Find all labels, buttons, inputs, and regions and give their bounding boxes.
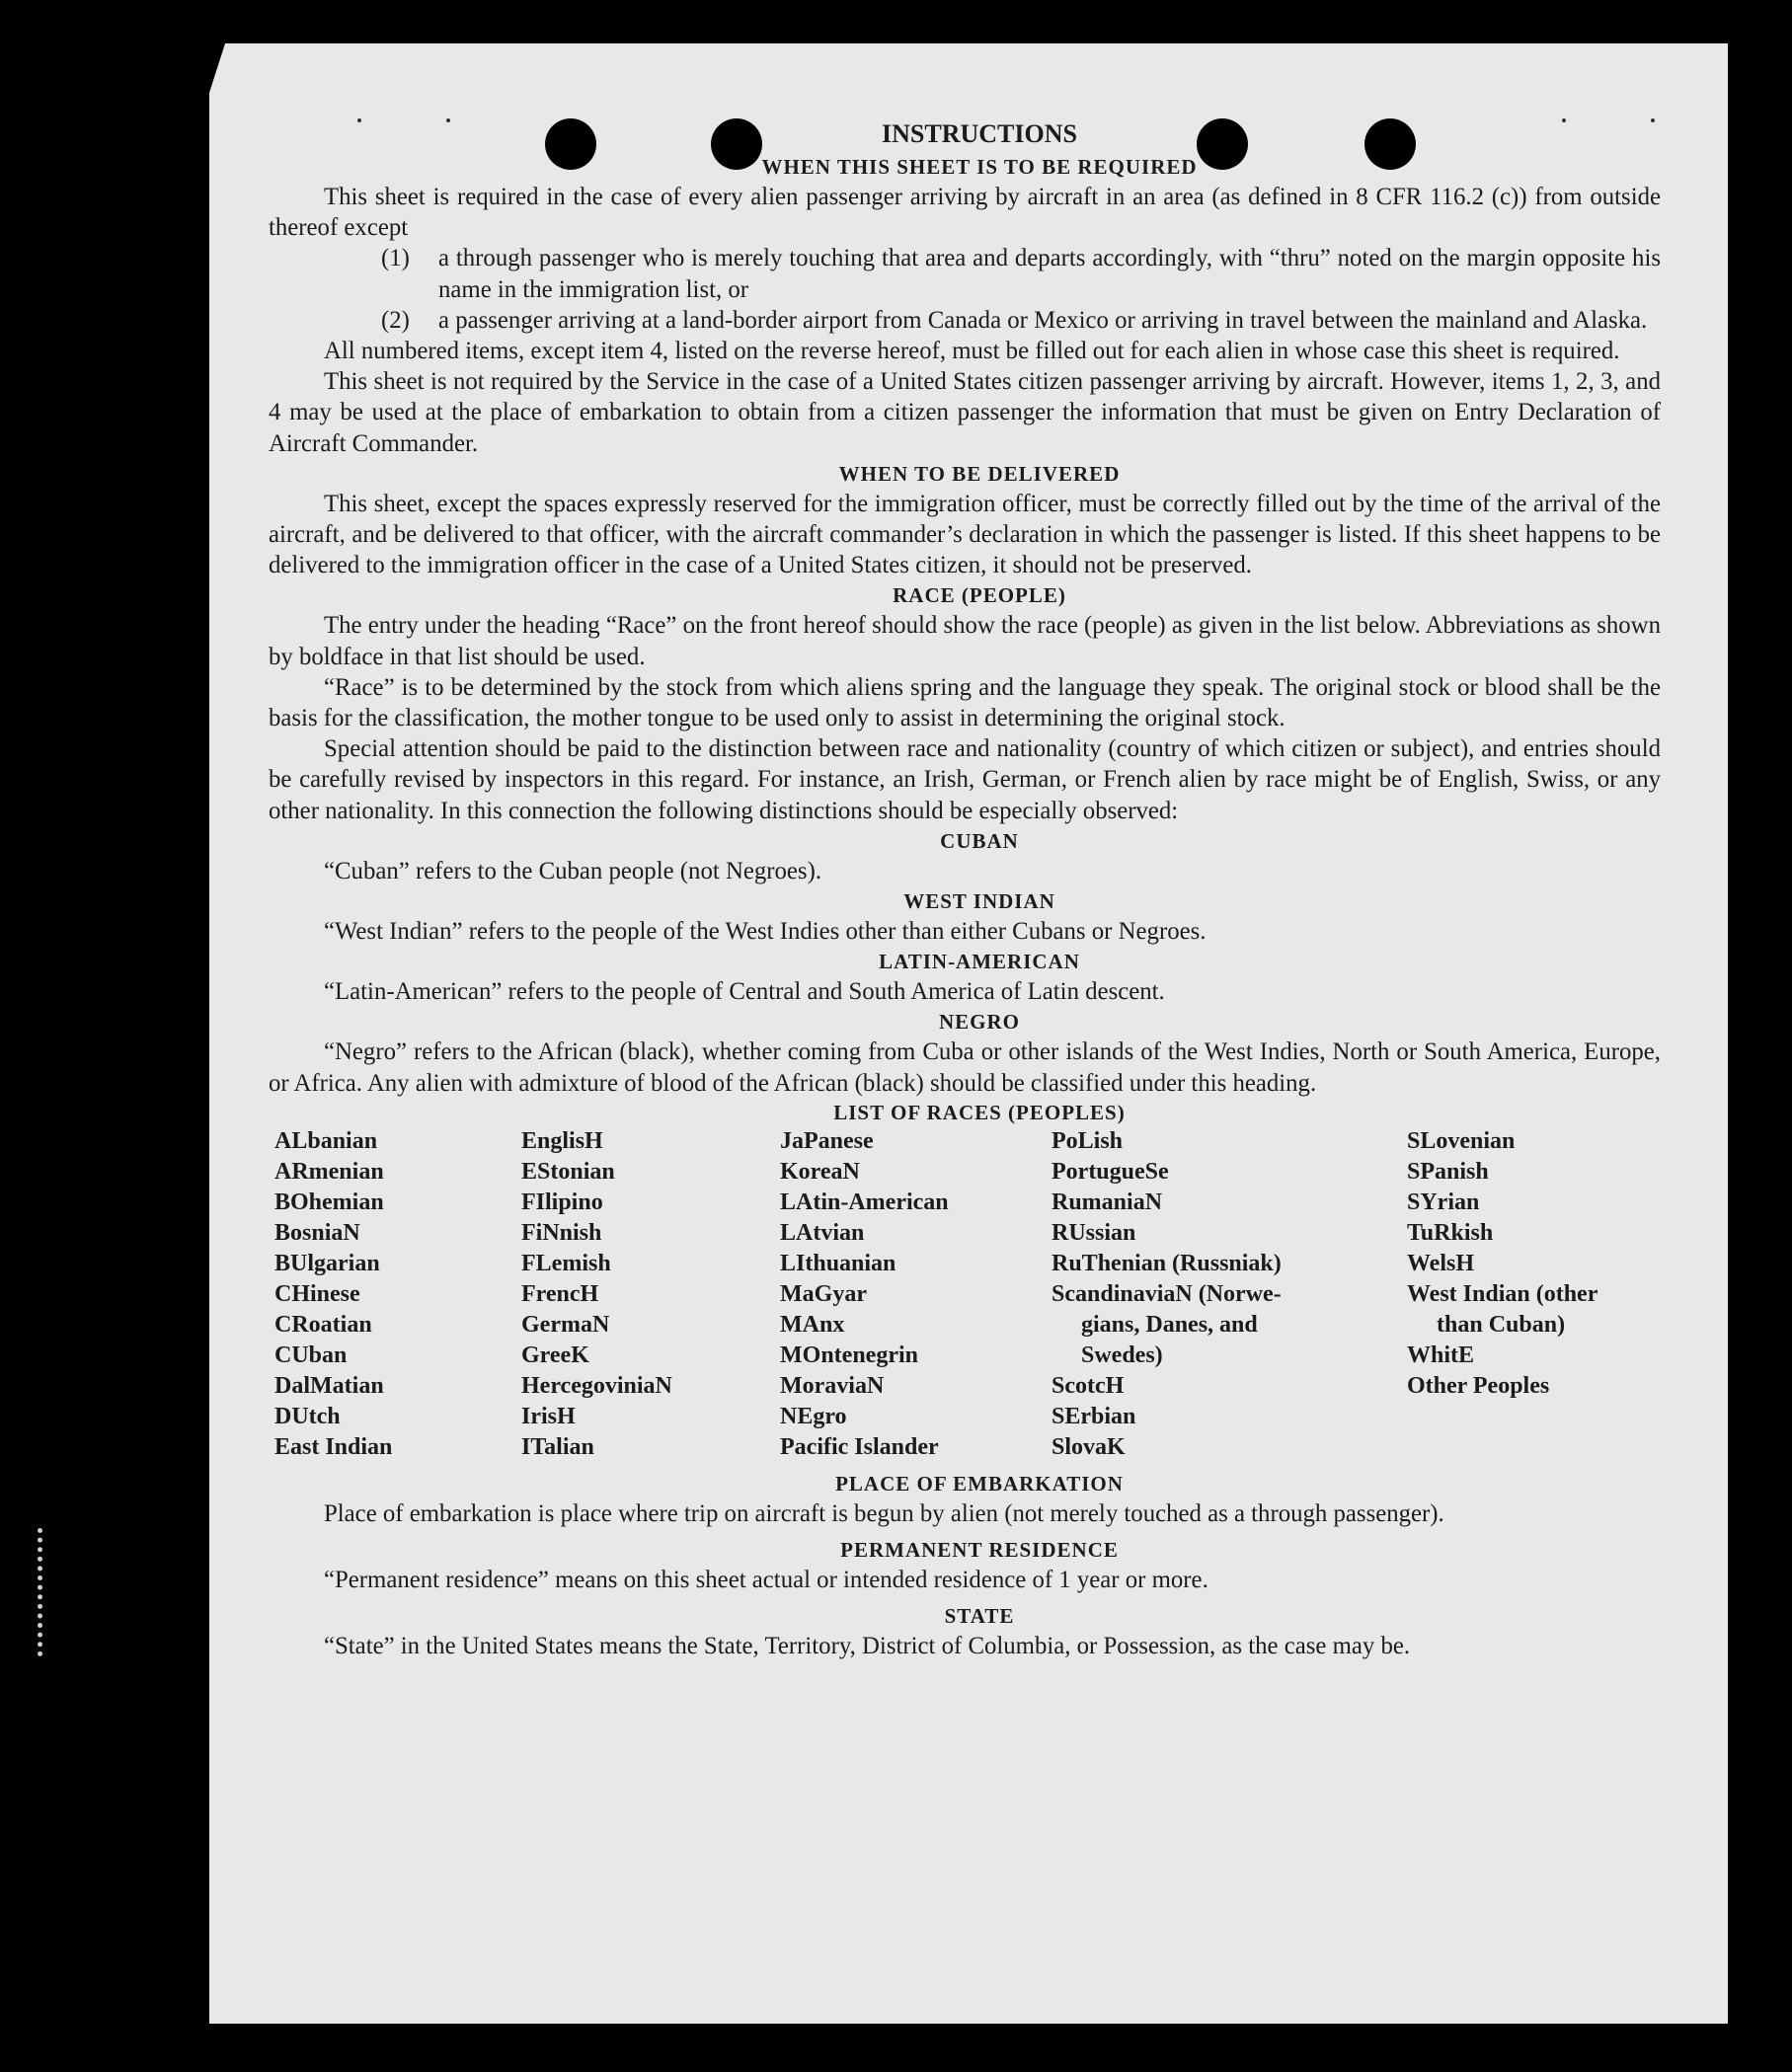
race-item: FLemish [521, 1250, 611, 1276]
race-item: SPanish [1407, 1158, 1489, 1185]
race-item: MoraviaN [780, 1372, 885, 1399]
race-item: JaPanese [780, 1127, 874, 1154]
race-item: SYrian [1407, 1189, 1480, 1215]
race-item: FiNnish [521, 1219, 602, 1246]
instructions-content [269, 116, 1661, 1661]
paragraph: “Negro” refers to the African (black), whether coming from Cuba or other islands of the West Indies, North or South America, Europe, or Africa. Any alien with admixture of blood of the African (black) should be classified under this heading. [269, 1038, 1661, 1097]
paragraph: This sheet is not required by the Service in the case of a United States citizen passenger arriving by aircraft. However, items 1, 2, 3, and 4 may be used at the place of embarkation to obtain from a citizen passenger the information that must be given on Entry Declaration of Aircraft Commander. [269, 368, 1661, 457]
race-item: SLovenian [1407, 1127, 1516, 1154]
race-item: DalMatian [274, 1372, 384, 1399]
paragraph: “Permanent residence” means on this sheet actual or intended residence of 1 year or more. [324, 1567, 1208, 1594]
race-column [274, 1126, 521, 1463]
race-item: gians, Danes, and [1081, 1311, 1258, 1338]
section-heading: WHEN TO BE DELIVERED [838, 461, 1121, 486]
section-heading: WHEN THIS SHEET IS TO BE REQUIRED [761, 155, 1198, 179]
race-column [521, 1126, 780, 1463]
race-item: LAtin-American [780, 1189, 949, 1215]
race-item: FrencH [521, 1280, 599, 1307]
race-item: RuThenian (Russniak) [1052, 1250, 1282, 1276]
paragraph: This sheet is required in the case of every alien passenger arriving by aircraft in an area (as defined in 8 CFR 116.2 (c)) from outside thereof except [269, 184, 1661, 242]
paragraph: Special attention should be paid to the distinction between race and nationality (country of which citizen or subject), and entries should be carefully revised by inspectors in this regard. For instance, an Irish, German, or French alien by race might be of English, Swiss, or any other nationality. In this connection the following distinctions should be especially observed: [269, 735, 1661, 824]
race-item: WhitE [1407, 1342, 1475, 1368]
section-heading: PERMANENT RESIDENCE [840, 1538, 1119, 1563]
race-item: PoLish [1052, 1127, 1124, 1154]
race-item: West Indian (other [1407, 1280, 1598, 1307]
race-item: PortugueSe [1052, 1158, 1169, 1185]
race-item: EStonian [521, 1158, 615, 1185]
race-item: KoreaN [780, 1158, 860, 1185]
race-list [274, 1126, 1661, 1463]
paragraph: This sheet, except the spaces expressly reserved for the immigration officer, must be correctly filled out by the time of the arrival of the aircraft, and be delivered to that officer, with the aircraft commander’s declaration in which the passenger is listed. If this sheet happens to be delivered to the immigration officer in the case of a United States citizen, it should not be preserved. [269, 490, 1661, 579]
race-item: EnglisH [521, 1127, 603, 1154]
paragraph: “State” in the United States means the State, Territory, District of Columbia, or Possession, as the case may be. [324, 1633, 1411, 1660]
race-item: BOhemian [274, 1189, 384, 1215]
race-item: ScandinaviaN (Norwe- [1052, 1280, 1282, 1307]
race-item: CHinese [274, 1280, 360, 1307]
race-item: East Indian [274, 1433, 393, 1460]
paragraph: “Latin-American” refers to the people of Central and South America of Latin descent. [324, 978, 1165, 1006]
race-item: ALbanian [274, 1127, 378, 1154]
section-heading: NEGRO [938, 1010, 1020, 1035]
race-item: NEgro [780, 1403, 847, 1429]
race-item: than Cuban) [1437, 1311, 1566, 1338]
race-item: MOntenegrin [780, 1342, 918, 1368]
paragraph: Place of embarkation is place where trip on aircraft is begun by alien (not merely touched as a through passenger). [324, 1499, 1444, 1527]
race-item: HercegoviniaN [521, 1372, 672, 1399]
section-heading: WEST INDIAN [903, 889, 1055, 914]
race-item: WelsH [1407, 1250, 1475, 1276]
race-column [1052, 1126, 1407, 1463]
paragraph: “West Indian” refers to the people of the West Indies other than either Cubans or Negroes. [324, 918, 1207, 946]
race-item: BUlgarian [274, 1250, 380, 1276]
race-item: SlovaK [1052, 1433, 1126, 1460]
race-item: MAnx [780, 1311, 845, 1338]
section-heading: CUBAN [940, 828, 1019, 853]
race-item: ITalian [521, 1433, 594, 1460]
section-heading: PLACE OF EMBARKATION [835, 1471, 1124, 1496]
race-item: LIthuanian [780, 1250, 896, 1276]
item-text: a passenger arriving at a land-border airport from Canada or Mexico or arriving in travel between the mainland and Alaska. [438, 306, 1648, 334]
race-item: GermaN [521, 1311, 610, 1338]
race-item: LAtvian [780, 1219, 865, 1246]
paragraph: “Cuban” refers to the Cuban people (not Negroes). [324, 857, 822, 884]
item-text: a through passenger who is merely touching that area and departs accordingly, with “thru” noted on the margin opposite his name in the immigration list, or [438, 245, 1661, 303]
race-item: Other Peoples [1407, 1372, 1550, 1399]
race-item: CUban [274, 1342, 348, 1368]
section-heading: LIST OF RACES (PEOPLES) [833, 1100, 1126, 1124]
race-item: ScotcH [1052, 1372, 1125, 1399]
edge-marks [38, 1528, 50, 1656]
race-column [1407, 1126, 1661, 1463]
paragraph: The entry under the heading “Race” on the front hereof should show the race (people) as given in the list below. Abbreviations as shown by boldface in that list should be used. [269, 612, 1661, 670]
list-item [381, 243, 1661, 304]
item-number: (2) [381, 306, 410, 334]
race-item: Pacific Islander [780, 1433, 939, 1460]
race-item: DUtch [274, 1403, 341, 1429]
race-item: TuRkish [1407, 1219, 1494, 1246]
race-item: Swedes) [1081, 1342, 1163, 1368]
race-item: ARmenian [274, 1158, 384, 1185]
page-title: INSTRUCTIONS [882, 119, 1077, 148]
section-heading: LATIN-AMERICAN [879, 950, 1080, 974]
paragraph: “Race” is to be determined by the stock from which aliens spring and the language they speak. The original stock or blood shall be the basis for the classification, the mother tongue to be used only to assist in determining the original stock. [269, 673, 1661, 732]
race-item: SErbian [1052, 1403, 1136, 1429]
race-item: IrisH [521, 1403, 576, 1429]
race-item: BosniaN [274, 1219, 360, 1246]
section-heading: RACE (PEOPLE) [893, 583, 1066, 608]
race-column [780, 1126, 1052, 1463]
list-item [381, 305, 1661, 336]
race-item: GreeK [521, 1342, 589, 1368]
paragraph: All numbered items, except item 4, listed on the reverse hereof, must be filled out for each alien in whose case this sheet is required. [324, 338, 1620, 365]
race-item: RUssian [1052, 1219, 1136, 1246]
item-number: (1) [381, 245, 410, 272]
race-item: MaGyar [780, 1280, 867, 1307]
race-item: FIlipino [521, 1189, 603, 1215]
section-heading: STATE [944, 1604, 1015, 1629]
race-item: CRoatian [274, 1311, 372, 1338]
race-item: RumaniaN [1052, 1189, 1163, 1215]
